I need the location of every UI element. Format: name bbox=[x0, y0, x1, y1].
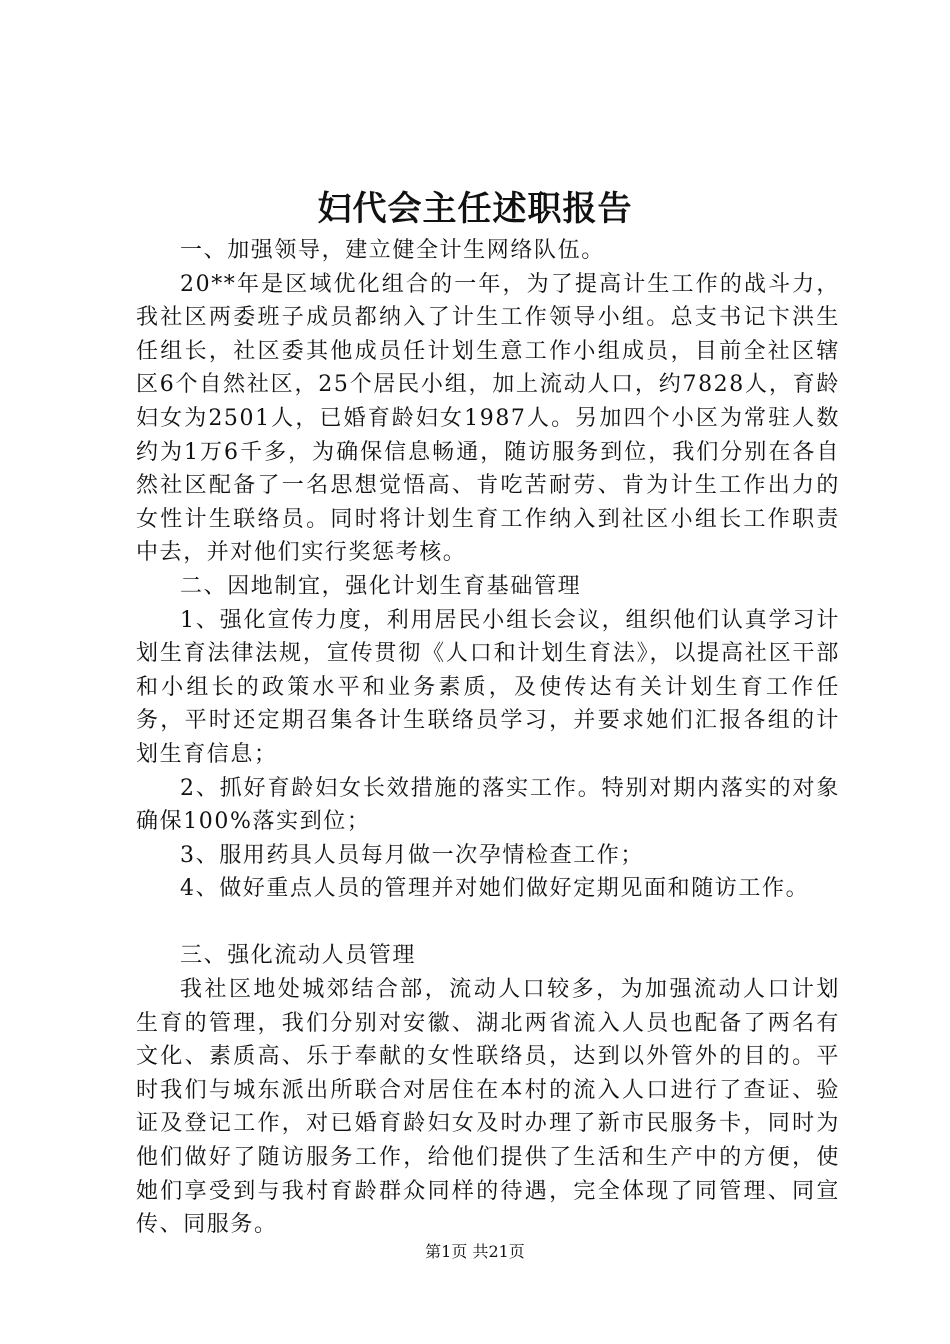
list-item: 4、做好重点人员的管理并对她们做好定期见面和随访工作。 bbox=[180, 876, 810, 902]
section-heading-3: 三、强化流动人员管理 bbox=[180, 943, 417, 969]
paragraph: 我社区地处城郊结合部，流动人口较多，为加强流动人口计划生育的管理，我们分别对安徽、湖北两省流入人员也配备了两名有文化、素质高、乐于奉献的女性联络员，达到以外管外的目的。平时我们与城东派出所联合对居住在本村的流入人口进行了查证、验证及登记工作，对已婚育龄妇女及时办理了新市民服务卡，同时为他们做好了随访服务工作，给他们提供了生活和生产中的方便，使她们享受到与我村育龄群众同样的待遇，完全体现了同管理、同宣传、同服务。 bbox=[136, 977, 840, 1238]
page-footer: 第1页 共21页 bbox=[425, 1242, 525, 1261]
section-heading-2: 二、因地制宜，强化计划生育基础管理 bbox=[180, 573, 582, 599]
list-item: 1、强化宣传力度，利用居民小组长会议，组织他们认真学习计划生育法律法规，宣传贯彻《人口和计划生育法》，以提高社区干部和小组长的政策水平和业务素质，及使传达有关计划生育工作任务，平时还定期召集各计生联络员学习，并要求她们汇报各组的计划生育信息； bbox=[136, 607, 840, 767]
list-item: 3、服用药具人员每月做一次孕情检查工作； bbox=[180, 842, 644, 868]
list-item: 2、抓好育龄妇女长效措施的落实工作。特别对期内落实的对象确保100%落实到位； bbox=[136, 775, 840, 835]
section-heading-1: 一、加强领导，建立健全计生网络队伍。 bbox=[180, 238, 605, 263]
paragraph: 20**年是区域优化组合的一年，为了提高计生工作的战斗力，我社区两委班子成员都纳入了计生工作领导小组。总支书记卞洪生任组长，社区委其他成员任计划生意工作小组成员，目前全社区辖区6个自然社区，25个居民小组，加上流动人口，约7828人，育龄妇女为2501人，已婚育龄妇女1987人。另加四个小区为常驻人数约为1万6千多，为确保信息畅通，随访服务到位，我们分别在各自然社区配备了一名思想觉悟高、肯吃苦耐劳、肯为计生工作出力的女性计生联络员。同时将计划生育工作纳入到社区小组长工作职责中去，并对他们实行奖惩考核。 bbox=[136, 271, 840, 566]
document-body bbox=[136, 234, 840, 1242]
document-title: 妇代会主任述职报告 bbox=[317, 189, 633, 229]
